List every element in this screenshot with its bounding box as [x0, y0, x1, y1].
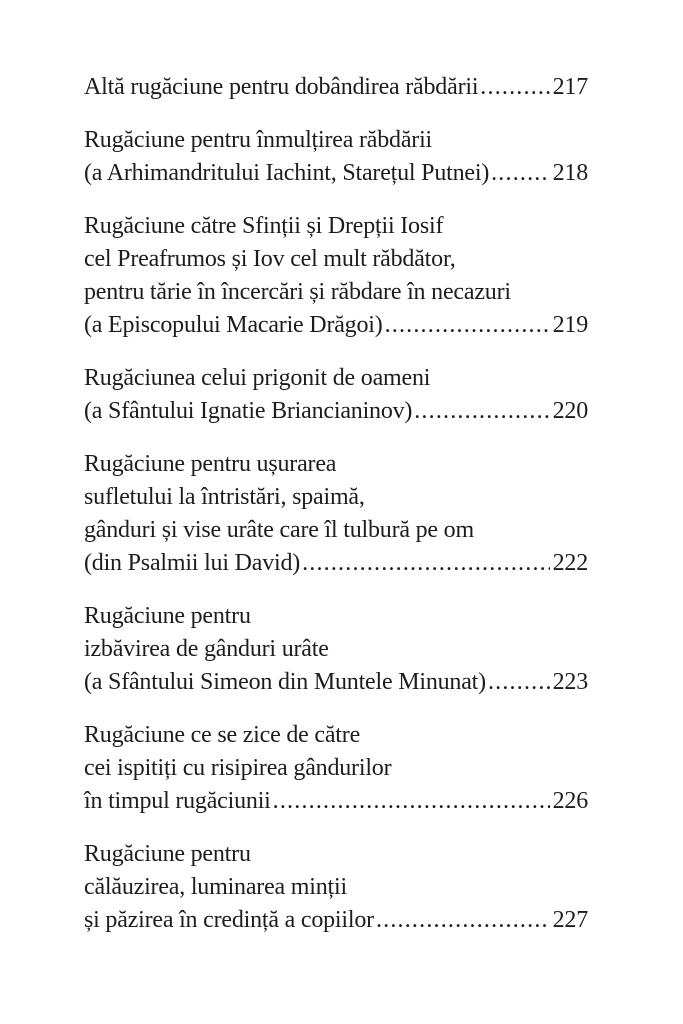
toc-entry-subtitle: (a Arhimandritului Iachint, Starețul Putnei) [84, 160, 490, 186]
toc-line: Rugăciunea celui prigonit de oameni [84, 365, 431, 391]
dot-leader [480, 71, 549, 104]
page-number: 218 [552, 160, 588, 186]
toc-entry-title: Altă rugăciune pentru dobândirea răbdării [84, 74, 479, 100]
toc-line: sufletului la întristări, spaimă, [84, 484, 365, 510]
dot-leader [273, 785, 550, 818]
toc-entry-subtitle: (a Sfântului Simeon din Muntele Minunat) [84, 669, 486, 695]
page-number: 217 [552, 74, 588, 100]
toc-line: călăuzirea, luminarea minții [84, 874, 347, 900]
toc-entry-subtitle: (a Sfântului Ignatie Briancianinov) [84, 398, 413, 424]
toc-entry [84, 210, 588, 342]
dot-leader [488, 666, 550, 699]
toc-entry-subtitle: în timpul rugăciunii [84, 788, 271, 814]
dot-leader [414, 395, 549, 428]
page-number: 227 [552, 907, 588, 933]
dot-leader [302, 547, 550, 580]
toc-page-line [84, 395, 588, 428]
toc-entry-subtitle: și păzirea în credință a copiilor [84, 907, 374, 933]
page-number: 222 [552, 550, 588, 576]
toc-line: cei ispitiți cu risipirea gândurilor [84, 755, 392, 781]
toc-entry [84, 719, 588, 818]
toc-line: pentru tărie în încercări și răbdare în necazuri [84, 279, 511, 305]
page-number: 220 [552, 398, 588, 424]
toc-page-line [84, 309, 588, 342]
toc-entry [84, 600, 588, 699]
page-number: 226 [552, 788, 588, 814]
toc-entry [84, 71, 588, 104]
toc-page-line [84, 547, 588, 580]
toc-line: Rugăciune pentru ușurarea [84, 451, 337, 477]
toc-page-line [84, 904, 588, 937]
dot-leader [491, 157, 549, 190]
toc-entry-subtitle: (din Psalmii lui David) [84, 550, 301, 576]
page-number: 223 [552, 669, 588, 695]
toc-entry [84, 448, 588, 580]
toc-line: Rugăciune pentru înmulțirea răbdării [84, 127, 433, 153]
toc-entry [84, 838, 588, 937]
toc-page-line [84, 666, 588, 699]
toc-entry [84, 124, 588, 190]
toc-line: cel Preafrumos și Iov cel mult răbdător, [84, 246, 456, 272]
page-number: 219 [552, 312, 588, 338]
table-of-contents [84, 71, 588, 937]
toc-entry-subtitle: (a Episcopului Macarie Drăgoi) [84, 312, 383, 338]
toc-page-line [84, 785, 588, 818]
toc-line: Rugăciune pentru [84, 603, 251, 629]
toc-page-line [84, 157, 588, 190]
toc-line: Rugăciune către Sfinții și Drepții Iosif [84, 213, 444, 239]
toc-page-line [84, 71, 588, 104]
toc-line: gânduri și vise urâte care îl tulbură pe om [84, 517, 474, 543]
dot-leader [385, 309, 550, 342]
toc-line: Rugăciune ce se zice de către [84, 722, 361, 748]
dot-leader [376, 904, 550, 937]
toc-entry [84, 362, 588, 428]
toc-line: izbăvirea de gânduri urâte [84, 636, 329, 662]
toc-line: Rugăciune pentru [84, 841, 251, 867]
